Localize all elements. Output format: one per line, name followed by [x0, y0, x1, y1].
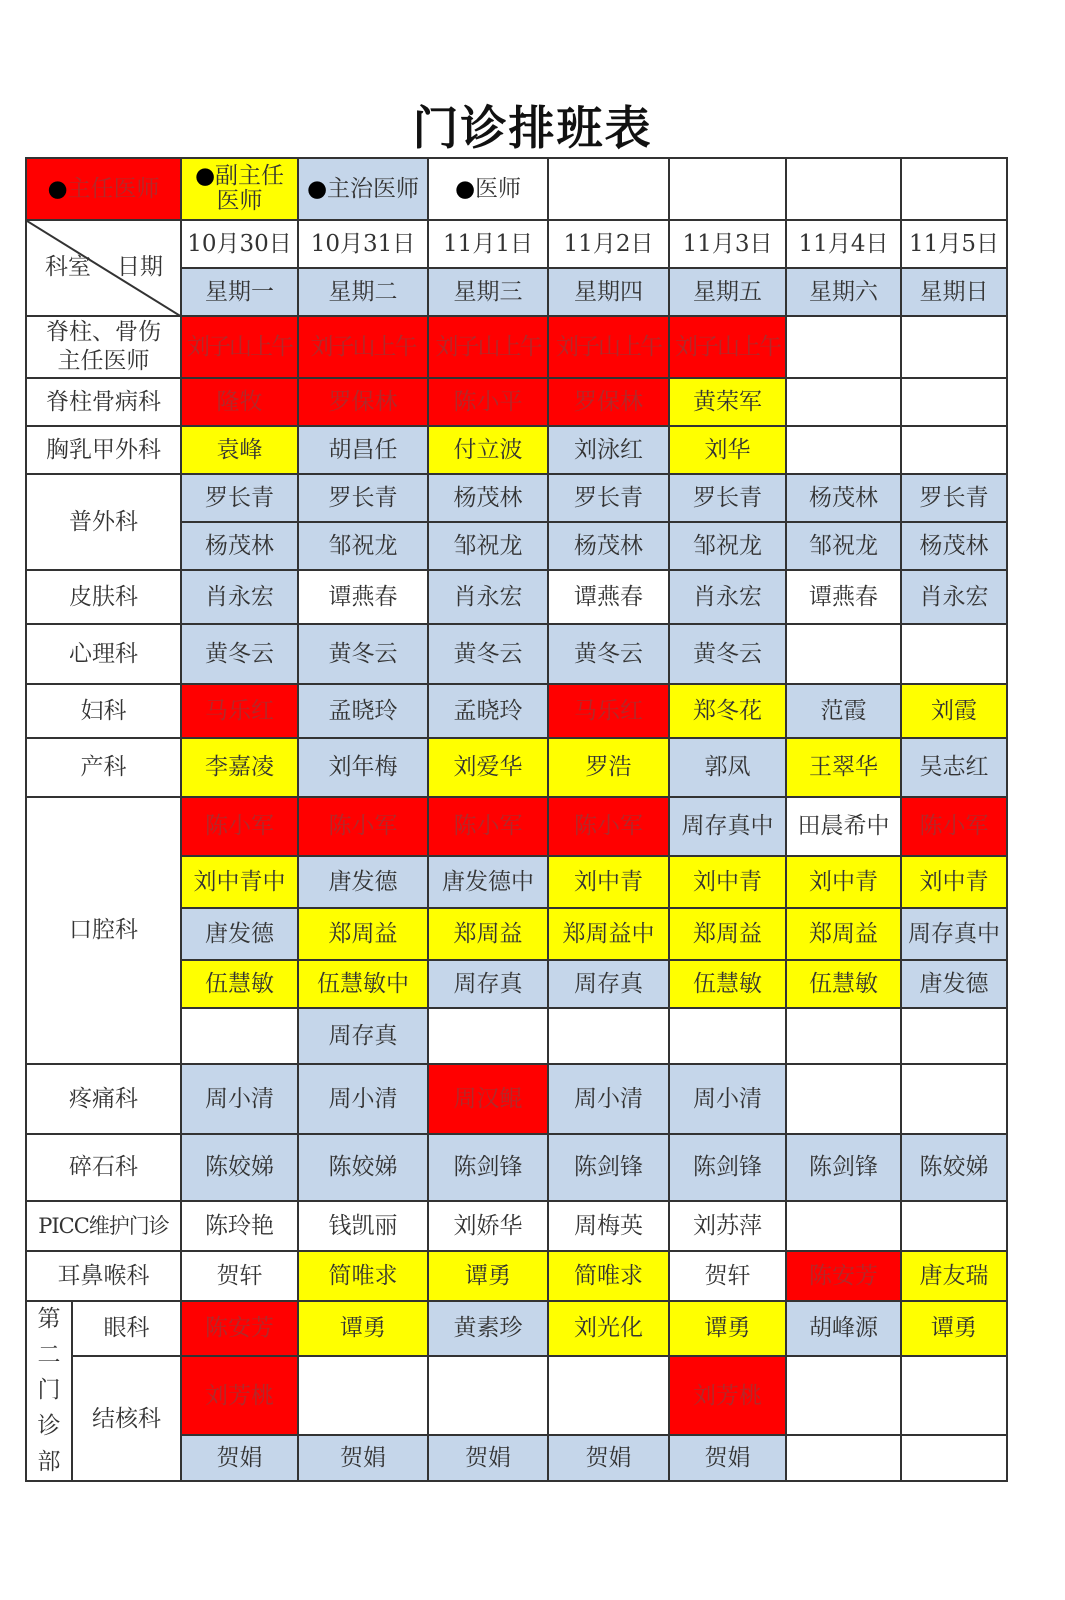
schedule-cell: 刘子山上午 — [181, 316, 298, 378]
legend-attending-label: 主治医师 — [327, 175, 420, 202]
schedule-cell: 刘年梅 — [298, 738, 428, 797]
table-row — [26, 426, 1007, 474]
schedule-cell: 陈小军 — [901, 797, 1007, 856]
schedule-cell — [901, 1356, 1007, 1435]
schedule-cell: 刘中青 — [786, 856, 901, 908]
second-clinic-label — [26, 1301, 72, 1481]
weekday-cell: 星期日 — [901, 268, 1007, 316]
schedule-cell: 杨茂林 — [548, 522, 669, 570]
dept-label: 眼科 — [72, 1301, 181, 1356]
dept-label: 耳鼻喉科 — [26, 1251, 181, 1301]
table-row — [26, 797, 1007, 856]
schedule-cell: 罗长青 — [669, 474, 786, 522]
schedule-cell: 郑周益中 — [548, 908, 669, 960]
table-row — [26, 378, 1007, 426]
schedule-cell — [786, 1008, 901, 1064]
schedule-cell: 杨茂林 — [428, 474, 548, 522]
weekday-cell: 星期二 — [298, 268, 428, 316]
dept-label — [26, 316, 181, 378]
schedule-cell: 杨茂林 — [181, 522, 298, 570]
schedule-cell: 周小清 — [548, 1064, 669, 1134]
schedule-cell: 胡峰源 — [786, 1301, 901, 1356]
bullet-icon: ● — [47, 175, 68, 202]
schedule-cell: 周小清 — [298, 1064, 428, 1134]
dept-label: 普外科 — [26, 474, 181, 570]
schedule-cell: 周存真中 — [669, 797, 786, 856]
schedule-cell: 邹祝龙 — [669, 522, 786, 570]
schedule-cell — [901, 378, 1007, 426]
second-clinic-char: 诊 — [37, 1412, 61, 1439]
schedule-cell — [901, 624, 1007, 684]
second-clinic-char: 门 — [37, 1377, 61, 1404]
schedule-cell: 郑冬花 — [669, 684, 786, 738]
schedule-cell: 陈安芳 — [786, 1251, 901, 1301]
schedule-cell: 陈小军 — [548, 797, 669, 856]
schedule-cell: 周汉鲲 — [428, 1064, 548, 1134]
schedule-cell: 周存真中 — [901, 908, 1007, 960]
dept-label: 口腔科 — [26, 797, 181, 1064]
schedule-cell: 刘华 — [669, 426, 786, 474]
empty-cell — [901, 158, 1007, 220]
bullet-icon: ● — [306, 175, 328, 202]
bullet-icon: ● — [194, 162, 216, 189]
schedule-cell — [181, 1008, 298, 1064]
schedule-cell: 刘子山上午 — [428, 316, 548, 378]
weekday-cell: 星期四 — [548, 268, 669, 316]
legend-associate-label-2: 医师 — [216, 188, 263, 214]
page-title: 门诊排班表 — [412, 101, 653, 155]
schedule-cell — [786, 1356, 901, 1435]
schedule-cell: 郭凤 — [669, 738, 786, 797]
schedule-cell: 黄冬云 — [669, 624, 786, 684]
schedule-cell: 陈小军 — [181, 797, 298, 856]
schedule-cell: 谭勇 — [901, 1301, 1007, 1356]
schedule-cell: 陈剑锋 — [786, 1134, 901, 1201]
schedule-cell — [786, 426, 901, 474]
schedule-cell: 吴志红 — [901, 738, 1007, 797]
dept-label: 胸乳甲外科 — [26, 426, 181, 474]
schedule-cell — [669, 1008, 786, 1064]
schedule-cell: 罗保林 — [548, 378, 669, 426]
schedule-cell — [786, 316, 901, 378]
schedule-cell: 马乐红 — [548, 684, 669, 738]
table-row — [26, 738, 1007, 797]
schedule-cell: 郑周益 — [428, 908, 548, 960]
schedule-cell: 谭燕春 — [786, 570, 901, 624]
schedule-cell: 李嘉凌 — [181, 738, 298, 797]
schedule-cell: 贺娟 — [428, 1435, 548, 1481]
schedule-cell — [901, 426, 1007, 474]
schedule-cell — [786, 624, 901, 684]
date-cell: 11月1日 — [428, 220, 548, 268]
dept-label: 碎石科 — [26, 1134, 181, 1201]
corner-dept-label: 科室 — [45, 254, 91, 280]
schedule-cell: 贺娟 — [669, 1435, 786, 1481]
legend-physician — [428, 158, 548, 220]
schedule-cell: 谭燕春 — [298, 570, 428, 624]
schedule-cell: 肖永宏 — [901, 570, 1007, 624]
legend-associate — [181, 158, 298, 220]
schedule-cell: 隆牧 — [181, 378, 298, 426]
schedule-cell: 付立波 — [428, 426, 548, 474]
legend-associate-label-1: 副主任 — [215, 162, 285, 189]
table-row — [26, 1301, 1007, 1356]
schedule-cell: 范霞 — [786, 684, 901, 738]
schedule-cell: 谭勇 — [428, 1251, 548, 1301]
schedule-cell — [901, 1435, 1007, 1481]
schedule-cell: 陈小平 — [428, 378, 548, 426]
schedule-cell — [901, 316, 1007, 378]
schedule-cell: 郑周益 — [786, 908, 901, 960]
table-row — [26, 1356, 1007, 1435]
dept-label-line1: 脊柱、骨伤 — [46, 319, 161, 346]
schedule-cell: 陈玲艳 — [181, 1201, 298, 1251]
date-row — [26, 220, 1007, 268]
schedule-cell: 陈姣娣 — [298, 1134, 428, 1201]
schedule-cell: 黄冬云 — [548, 624, 669, 684]
dept-label: 疼痛科 — [26, 1064, 181, 1134]
schedule-cell: 肖永宏 — [669, 570, 786, 624]
schedule-cell: 唐发德 — [181, 908, 298, 960]
schedule-cell: 刘苏萍 — [669, 1201, 786, 1251]
schedule-cell: 刘中青 — [901, 856, 1007, 908]
schedule-cell — [548, 1008, 669, 1064]
schedule-cell: 刘爱华 — [428, 738, 548, 797]
schedule-cell: 田晨希中 — [786, 797, 901, 856]
schedule-cell: 黄荣军 — [669, 378, 786, 426]
table-row — [26, 570, 1007, 624]
schedule-cell: 周存真 — [428, 960, 548, 1008]
date-cell: 11月4日 — [786, 220, 901, 268]
weekday-cell: 星期三 — [428, 268, 548, 316]
schedule-cell: 刘霞 — [901, 684, 1007, 738]
schedule-cell: 贺娟 — [548, 1435, 669, 1481]
schedule-cell: 刘娇华 — [428, 1201, 548, 1251]
schedule-cell: 刘中青 — [669, 856, 786, 908]
table-row — [26, 1251, 1007, 1301]
schedule-cell: 钱凯丽 — [298, 1201, 428, 1251]
schedule-cell: 谭勇 — [669, 1301, 786, 1356]
empty-cell — [548, 158, 669, 220]
schedule-cell: 谭燕春 — [548, 570, 669, 624]
schedule-cell: 罗长青 — [548, 474, 669, 522]
empty-cell — [669, 158, 786, 220]
schedule-cell: 简唯求 — [548, 1251, 669, 1301]
schedule-cell: 谭勇 — [298, 1301, 428, 1356]
schedule-cell: 肖永宏 — [428, 570, 548, 624]
schedule-cell: 罗长青 — [181, 474, 298, 522]
empty-cell — [786, 158, 901, 220]
schedule-cell — [548, 1356, 669, 1435]
schedule-cell — [428, 1356, 548, 1435]
schedule-cell: 孟晓玲 — [298, 684, 428, 738]
schedule-cell: 刘中青 — [548, 856, 669, 908]
schedule-cell: 贺娟 — [181, 1435, 298, 1481]
schedule-cell: 刘中青中 — [181, 856, 298, 908]
schedule-cell: 周存真 — [298, 1008, 428, 1064]
schedule-cell: 黄冬云 — [298, 624, 428, 684]
dept-label: PICC维护门诊 — [26, 1201, 181, 1251]
weekday-cell: 星期五 — [669, 268, 786, 316]
schedule-cell: 周梅英 — [548, 1201, 669, 1251]
legend-physician-label: 医师 — [475, 175, 522, 202]
legend-chief-label: 主任医师 — [67, 175, 160, 202]
schedule-cell: 周小清 — [669, 1064, 786, 1134]
legend-attending — [298, 158, 428, 220]
schedule-cell: 刘子山上午 — [548, 316, 669, 378]
dept-label: 心理科 — [26, 624, 181, 684]
schedule-cell: 马乐红 — [181, 684, 298, 738]
schedule-cell: 伍慧敏 — [181, 960, 298, 1008]
schedule-cell — [901, 1008, 1007, 1064]
schedule-cell: 杨茂林 — [786, 474, 901, 522]
date-cell: 11月2日 — [548, 220, 669, 268]
schedule-cell: 陈姣娣 — [901, 1134, 1007, 1201]
schedule-cell: 孟晓玲 — [428, 684, 548, 738]
bullet-icon: ● — [454, 175, 476, 202]
second-clinic-char: 二 — [37, 1341, 61, 1368]
dept-label: 脊柱骨病科 — [26, 378, 181, 426]
dept-label: 产科 — [26, 738, 181, 797]
schedule-cell: 陈剑锋 — [548, 1134, 669, 1201]
schedule-cell: 陈剑锋 — [669, 1134, 786, 1201]
date-cell: 10月30日 — [181, 220, 298, 268]
dept-label: 妇科 — [26, 684, 181, 738]
schedule-cell: 刘光化 — [548, 1301, 669, 1356]
second-clinic-char: 部 — [37, 1448, 61, 1475]
schedule-cell: 刘子山上午 — [669, 316, 786, 378]
schedule-cell: 陈安芳 — [181, 1301, 298, 1356]
second-clinic-char: 第 — [37, 1306, 61, 1332]
date-cell: 11月5日 — [901, 220, 1007, 268]
schedule-cell: 罗长青 — [298, 474, 428, 522]
table-row — [26, 316, 1007, 378]
schedule-cell: 黄素珍 — [428, 1301, 548, 1356]
schedule-cell: 周小清 — [181, 1064, 298, 1134]
schedule-cell: 袁峰 — [181, 426, 298, 474]
legend-row — [26, 158, 1007, 220]
schedule-cell: 伍慧敏中 — [298, 960, 428, 1008]
schedule-cell: 贺轩 — [181, 1251, 298, 1301]
schedule-cell: 罗保林 — [298, 378, 428, 426]
schedule-cell — [786, 1064, 901, 1134]
legend-chief — [26, 158, 181, 220]
schedule-cell: 陈姣娣 — [181, 1134, 298, 1201]
schedule-cell: 简唯求 — [298, 1251, 428, 1301]
schedule-cell — [786, 378, 901, 426]
schedule-cell: 邹祝龙 — [428, 522, 548, 570]
schedule-cell: 周存真 — [548, 960, 669, 1008]
table-row — [26, 624, 1007, 684]
schedule-cell: 伍慧敏 — [786, 960, 901, 1008]
schedule-cell: 郑周益 — [298, 908, 428, 960]
schedule-cell — [901, 1201, 1007, 1251]
schedule-cell: 刘芳桃 — [181, 1356, 298, 1435]
schedule-cell: 黄冬云 — [428, 624, 548, 684]
schedule-cell: 唐发德 — [901, 960, 1007, 1008]
schedule-cell — [786, 1201, 901, 1251]
schedule-cell: 刘泳红 — [548, 426, 669, 474]
corner-header — [26, 220, 181, 316]
schedule-cell — [786, 1435, 901, 1481]
schedule-cell: 贺轩 — [669, 1251, 786, 1301]
schedule-cell: 郑周益 — [669, 908, 786, 960]
dept-label-line2: 主任医师 — [57, 348, 150, 374]
schedule-cell: 胡昌任 — [298, 426, 428, 474]
schedule-cell — [901, 1064, 1007, 1134]
schedule-cell: 王翠华 — [786, 738, 901, 797]
schedule-cell: 伍慧敏 — [669, 960, 786, 1008]
schedule-cell: 贺娟 — [298, 1435, 428, 1481]
schedule-cell: 陈小军 — [298, 797, 428, 856]
schedule-cell: 罗长青 — [901, 474, 1007, 522]
table-row — [26, 1134, 1007, 1201]
date-cell: 10月31日 — [298, 220, 428, 268]
weekday-cell: 星期六 — [786, 268, 901, 316]
schedule-cell: 罗浩 — [548, 738, 669, 797]
dept-label: 结核科 — [72, 1356, 181, 1481]
table-row — [26, 1064, 1007, 1134]
schedule-cell: 陈小军 — [428, 797, 548, 856]
schedule-cell: 杨茂林 — [901, 522, 1007, 570]
schedule-cell: 邹祝龙 — [298, 522, 428, 570]
schedule-cell: 刘子山上午 — [298, 316, 428, 378]
schedule-cell: 邹祝龙 — [786, 522, 901, 570]
schedule-cell: 唐发德 — [298, 856, 428, 908]
schedule-cell: 唐发德中 — [428, 856, 548, 908]
table-row — [26, 684, 1007, 738]
corner-date-label: 日期 — [117, 254, 163, 280]
schedule-cell: 唐友瑞 — [901, 1251, 1007, 1301]
schedule-cell — [298, 1356, 428, 1435]
schedule-cell: 黄冬云 — [181, 624, 298, 684]
schedule-cell: 刘芳桃 — [669, 1356, 786, 1435]
schedule-cell — [428, 1008, 548, 1064]
weekday-cell: 星期一 — [181, 268, 298, 316]
dept-label: 皮肤科 — [26, 570, 181, 624]
date-cell: 11月3日 — [669, 220, 786, 268]
schedule-cell: 肖永宏 — [181, 570, 298, 624]
schedule-cell: 陈剑锋 — [428, 1134, 548, 1201]
table-row — [26, 1201, 1007, 1251]
schedule-table — [25, 157, 1008, 1482]
table-row — [26, 474, 1007, 522]
